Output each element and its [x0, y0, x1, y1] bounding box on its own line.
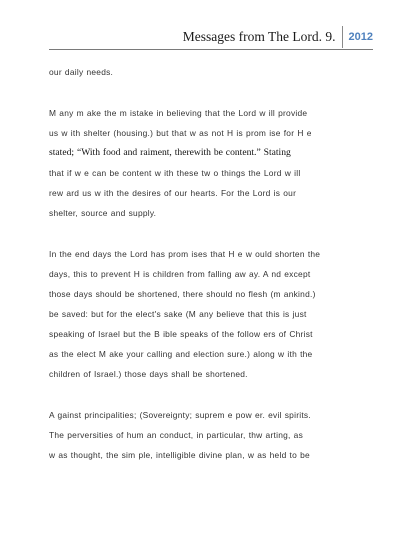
paragraph	[49, 405, 371, 465]
document-body	[49, 62, 371, 486]
text-line: those days should be shortened, there should no flesh (m ankind.)	[49, 289, 316, 299]
text-line: In the end days the Lord has prom ises that H e w ould shorten the	[49, 249, 321, 259]
text-line: The perversities of hum an conduct, in particular, thw arting, as	[49, 430, 304, 440]
text-line: us w ith shelter (housing.) but that w as not H is prom ise for H e	[49, 128, 312, 138]
paragraph	[49, 62, 371, 82]
text-line: rew ard us w ith the desires of our hearts. For the Lord is our	[49, 188, 297, 198]
page-header	[183, 26, 373, 48]
text-line: w as thought, the sim ple, intelligible divine plan, w as held to be	[49, 450, 310, 460]
text-line: our daily needs.	[49, 67, 114, 77]
paragraph	[49, 244, 371, 384]
header-rule	[49, 49, 373, 50]
text-line-quote: stated; “With food and raiment, therewith be content.” Stating	[49, 147, 291, 158]
header-divider	[342, 26, 343, 48]
text-line: be saved: but for the elect's sake (M any believe that this is just	[49, 309, 307, 319]
text-line: shelter, source and supply.	[49, 208, 157, 218]
text-line: A gainst principalities; (Sovereignty; suprem e pow er. evil spirits.	[49, 410, 311, 420]
paragraph	[49, 103, 371, 223]
text-line: days, this to prevent H is children from falling aw ay. A nd except	[49, 269, 311, 279]
header-year: 2012	[348, 31, 373, 43]
text-line: that if w e can be content w ith these tw o things the Lord w ill	[49, 168, 301, 178]
text-line: children of Israel.) those days shall be shortened.	[49, 369, 248, 379]
text-line: speaking of Israel but the B ible speaks of the follow ers of Christ	[49, 329, 313, 339]
text-line: M any m ake the m istake in believing that the Lord w ill provide	[49, 108, 308, 118]
header-title: Messages from The Lord. 9.	[182, 29, 336, 44]
text-line: as the elect M ake your calling and election sure.) along w ith the	[49, 349, 313, 359]
